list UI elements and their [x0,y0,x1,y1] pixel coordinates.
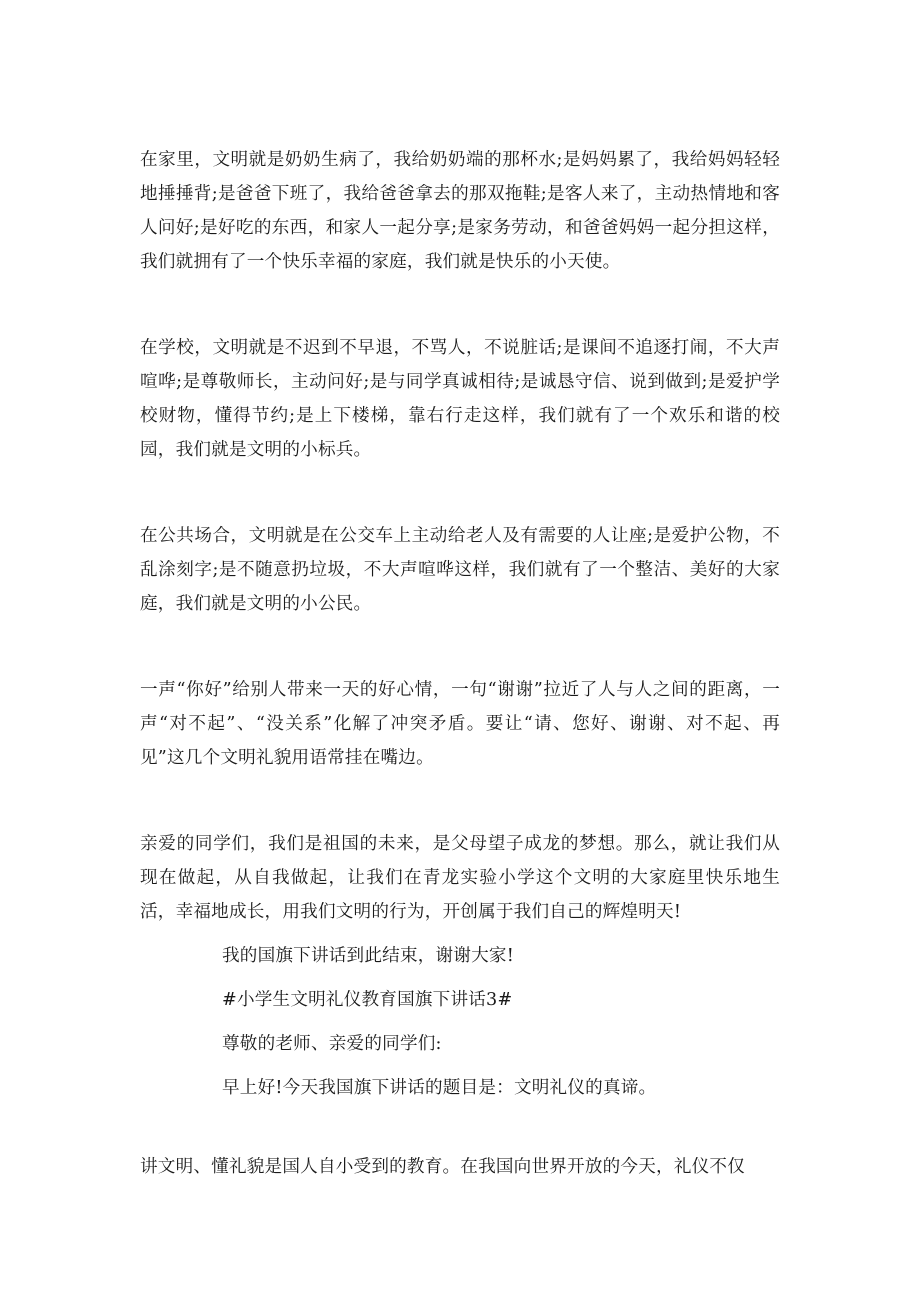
paragraph-polite-words: 一声“你好”给别人带来一天的好心情，一句“谢谢”拉近了人与人之间的距离，一声“对不起”、“没关系”化解了冲突矛盾。要让“请、您好、谢谢、对不起、再见”这几个文明礼貌用语常挂在嘴边。 [140,680,780,768]
speech-closing-line: 我的国旗下讲话到此结束，谢谢大家! [222,946,514,966]
paragraph-etiquette-intro: 讲文明、懂礼貌是国人自小受到的教育。在我国向世界开放的今天，礼仪不仅 [140,1157,745,1177]
paragraph-home: 在家里，文明就是奶奶生病了，我给奶奶端的那杯水;是妈妈累了，我给妈妈轻轻地捶捶背;是爸爸下班了，我给爸爸拿去的那双拖鞋;是客人来了，主动热情地和客人问好;是好吃的东西，和家人一起分享;是家务劳动，和爸爸妈妈一起分担这样，我们就拥有了一个快乐幸福的家庭，我们就是快乐的小天使。 [140,150,780,272]
paragraph-school: 在学校，文明就是不迟到不早退，不骂人，不说脏话;是课间不追逐打闹，不大声喧哗;是尊敬师长，主动问好;是与同学真诚相待;是诚恳守信、说到做到;是爱护学校财物，懂得节约;是上下楼梯，靠右行走这样，我们就有了一个欢乐和谐的校园，我们就是文明的小标兵。 [140,338,780,460]
speech-salutation: 尊敬的老师、亲爱的同学们: [222,1034,442,1054]
paragraph-classmates: 亲爱的同学们，我们是祖国的未来，是父母望子成龙的梦想。那么，就让我们从现在做起，从自我做起，让我们在青龙实验小学这个文明的大家庭里快乐地生活，幸福地成长，用我们文明的行为，开创属于我们自己的辉煌明天! [140,834,780,922]
speech-section-heading: #小学生文明礼仪教育国旗下讲话3# [222,990,513,1010]
paragraph-public: 在公共场合，文明就是在公交车上主动给老人及有需要的人让座;是爱护公物，不乱涂刻字;是不随意扔垃圾，不大声喧哗这样，我们就有了一个整洁、美好的大家庭，我们就是文明的小公民。 [140,526,780,614]
speech-greeting: 早上好!今天我国旗下讲话的题目是：文明礼仪的真谛。 [222,1078,657,1098]
